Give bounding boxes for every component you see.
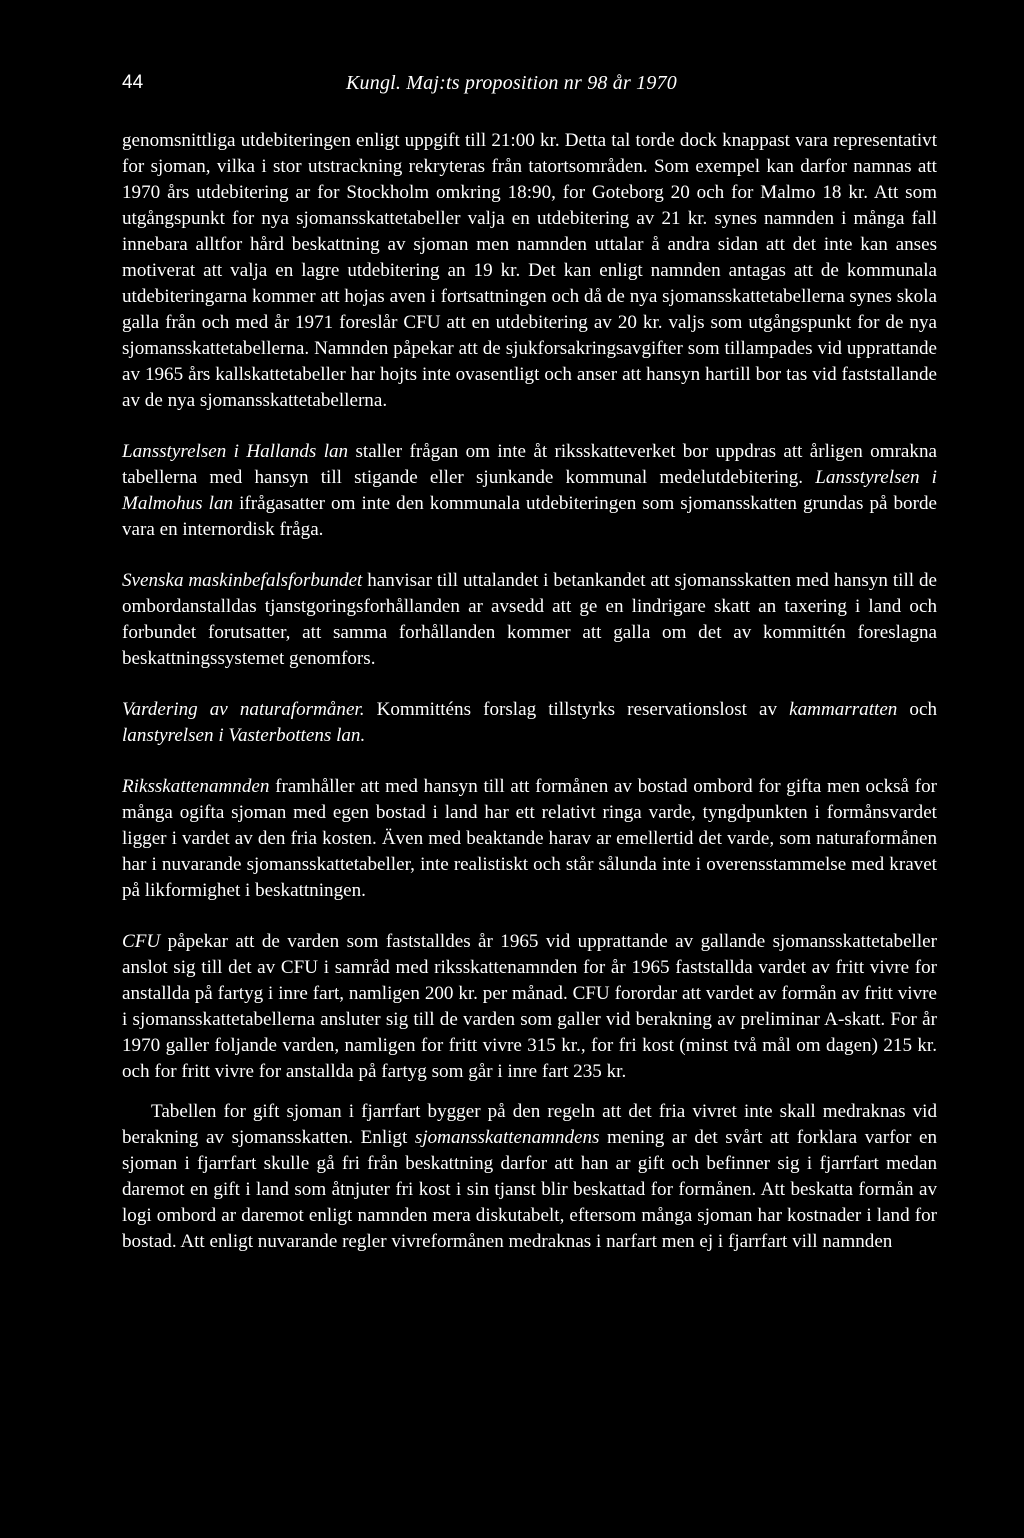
paragraph-lansstyrelsen [122, 439, 937, 543]
paragraph-text: mening ar det svårt att forklara varfor en sjoman i fjarrfart skulle gå fri från beskattning darfor att han ar gift och befinner sig i fjarrfart medan daremot en gift i land som åtnjuter fri kost i sin tjanst blir beskattad for formånen. Att beskatta formån av logi ombord ar daremot enligt namnden mera diskutabelt, eftersom många sjoman har kostnader i land for bostad. Att enligt nuvarande regler vivreformånen medraknas i narfart men ej i fjarrfart vill namnden [122, 1127, 937, 1252]
paragraph-text: ifrågasatter om inte den kommunala utdebiteringen som sjomansskatten grundas på borde vara en internordisk fråga. [122, 493, 937, 540]
paragraph-vardering [122, 697, 937, 749]
paragraph-text: framhåller att med hansyn till att formånen av bostad ombord for gifta men också for många ogifta sjoman med egen bostad i land har ett relativt ringa varde, tyngdpunkten i formånsvardet ligger i vardet av den fria kosten. Även med beaktande harav ar emellertid det varde, som naturaformånen har i nuvarande sjomansskattetabeller, inte realistiskt och står sålunda inte i overensstammelse med kravet på likformighet i beskattningen. [122, 776, 937, 901]
running-title: Kungl. Maj:ts proposition nr 98 år 1970 [346, 72, 677, 94]
paragraph-text: CFU [122, 931, 161, 952]
paragraph-tabellen [122, 1099, 937, 1255]
paragraph-text: kammarratten [789, 699, 898, 720]
paragraph-maskinbefal [122, 568, 937, 672]
paragraph-text: Kommitténs forslag tillstyrks reservationslost av [364, 699, 790, 720]
body-text [122, 128, 937, 1255]
paragraph-cfu [122, 929, 937, 1085]
paragraph-text: lanstyrelsen i Vasterbottens lan. [122, 725, 366, 746]
paragraph-text: Lansstyrelsen i Hallands lan [122, 441, 349, 462]
paragraph-text: staller frågan om inte åt riksskatteverket bor uppdras att årligen omrakna tabellerna med hansyn till stigande eller sjunkande kommunal medelutdebitering. [122, 441, 937, 488]
paragraph-utdebitering [122, 128, 937, 414]
paragraph-text: och [897, 699, 937, 720]
paragraph-text: Lansstyrelsen i Malmohus lan [122, 467, 937, 514]
page-number: 44 [122, 72, 144, 93]
paragraph-text: Tabellen for gift sjoman i fjarrfart bygger på den regeln att det fria vivret inte skall medraknas vid berakning av sjomansskatten. Enligt [122, 1101, 937, 1148]
paragraph-text: sjomansskattenamndens [414, 1127, 600, 1148]
section-heading: Vardering av naturaformåner. [122, 699, 365, 720]
paragraph-text: Svenska maskinbefalsforbundet [122, 570, 363, 591]
page-header [0, 72, 1024, 102]
paragraph-text: genomsnittliga utdebiteringen enligt uppgift till 21:00 kr. Detta tal torde dock knappast vara representativt for sjoman, vilka i stor utstrackning rekryteras från tatortsområden. Som exempel kan darfor namnas att 1970 års utdebitering ar for Stockholm omkring 18:90, for Goteborg 20 och for Malmo 18 kr. Att som utgångspunkt for nya sjomansskattetabeller valja en utdebitering av 21 kr. synes namnden i många fall innebara alltfor hård beskattning av sjoman men namnden uttalar å andra sidan att det inte kan anses motiverat att valja en lagre utdebitering an 19 kr. Det kan enligt namnden antagas att de kommunala utdebiteringarna kommer att hojas aven i fortsattningen och då de nya sjomansskattetabellerna synes skola galla från och med år 1971 foreslår CFU att en utdebitering av 20 kr. valjs som utgångspunkt for de nya sjomansskattetabellerna. Namnden påpekar att de sjukforsakringsavgifter som tillampades vid upprattande av 1965 års kallskattetabeller har hojts inte ovasentligt och anser att hansyn hartill bor tas vid faststallande av de nya sjomansskattetabellerna. [122, 130, 937, 411]
paragraph-text: påpekar att de varden som faststalldes år 1965 vid upprattande av gallande sjomansskattetabeller anslot sig till det av CFU i samråd med riksskattenamnden for år 1965 faststallda vardet av fritt vivre for anstallda på fartyg i inre fart, namligen 200 kr. per månad. CFU forordar att vardet av formån av fritt vivre i sjomansskattetabellerna ansluter sig till de varden som galler vid berakning av preliminar A-skatt. For år 1970 galler foljande varden, namligen for fritt vivre 315 kr., for fri kost (minst två mål om dagen) 215 kr. och for fritt vivre for anstallda på fartyg som går i inre fart 235 kr. [122, 931, 937, 1082]
paragraph-text: Riksskattenamnden [122, 776, 270, 797]
paragraph-text: hanvisar till uttalandet i betankandet att sjomansskatten med hansyn till de ombordanstalldas tjanstgoringsforhållanden ar avsedd att ge en lindrigare skatt an taxering i land och forbundet forutsatter, att samma forhållanden kommer att galla om det av kommittén foreslagna beskattningssystemet genomfors. [122, 570, 937, 669]
paragraph-riksskattenamnden [122, 774, 937, 904]
